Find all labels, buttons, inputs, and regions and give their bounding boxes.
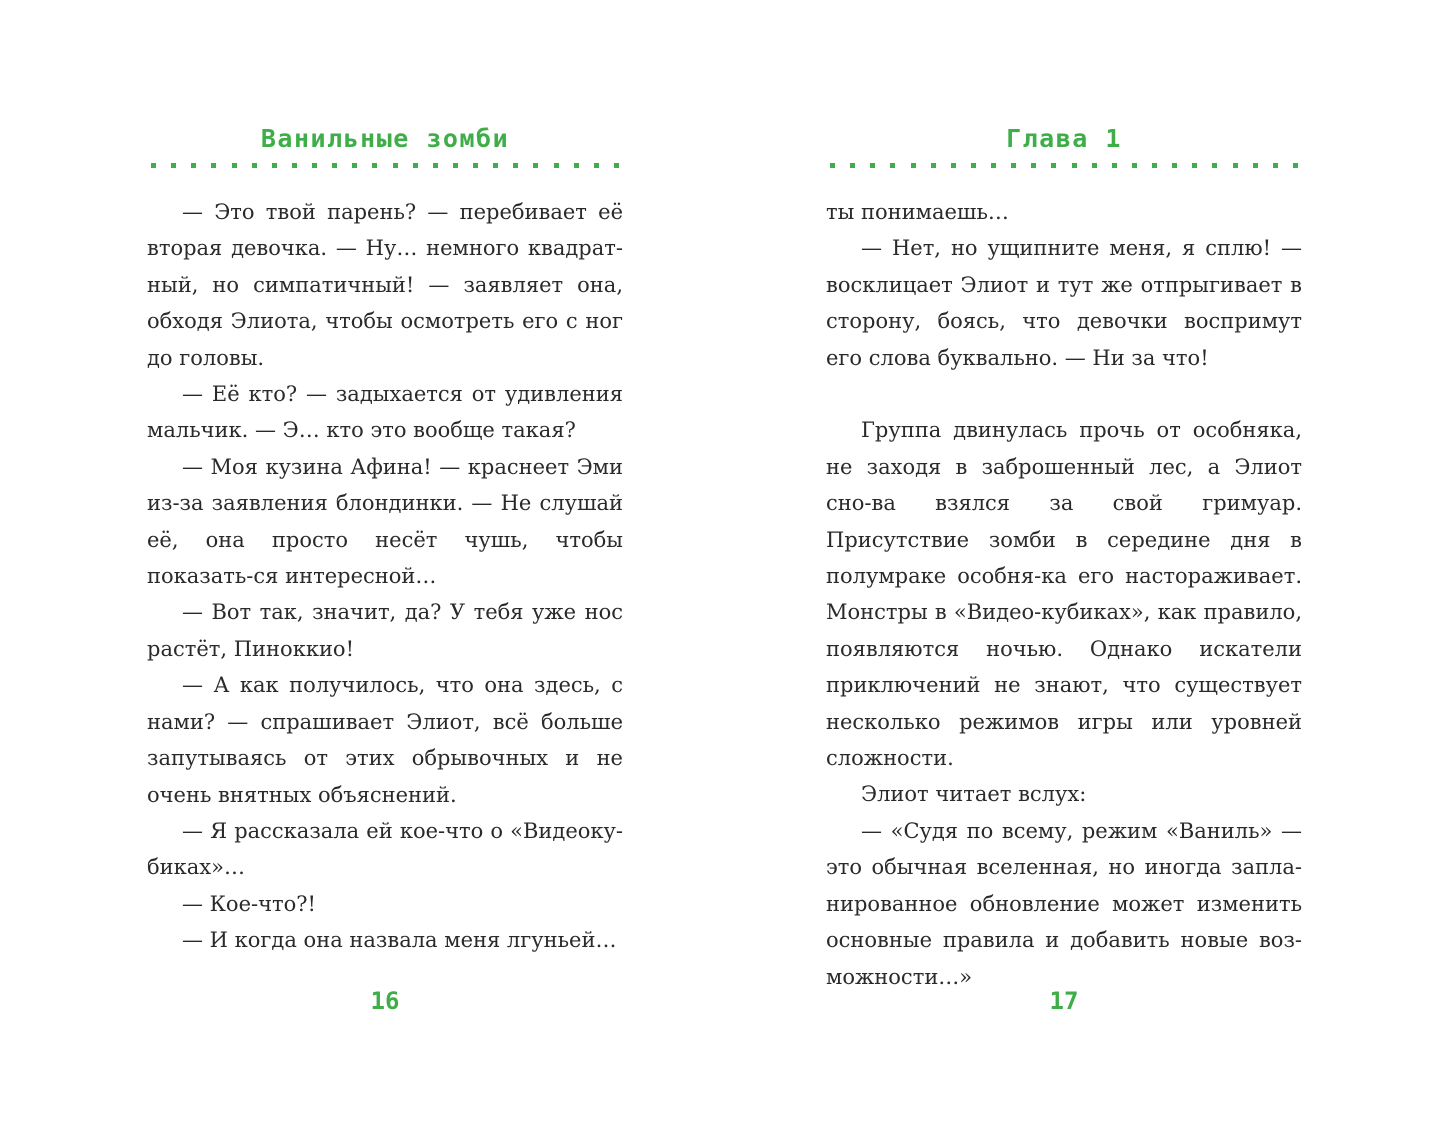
divider-dot <box>433 163 438 168</box>
divider-dot <box>332 163 337 168</box>
dotted-divider <box>830 163 1298 169</box>
divider-dot <box>1273 163 1278 168</box>
divider-dot <box>1072 163 1077 168</box>
divider-dot <box>1253 163 1258 168</box>
paragraph: — Это твой парень? — перебивает её вторая девочка. — Ну… немного квадрат-ный, но симпатичный! — заявляет она, обходя Элиота, чтобы осмотреть его с ног до головы. <box>147 200 623 370</box>
paragraph: — Её кто? — задыхается от удивления мальчик. — Э… кто это вообще такая? <box>147 382 623 443</box>
divider-dot <box>453 163 458 168</box>
running-head-chapter-title: Глава 1 <box>1006 124 1122 153</box>
body-text <box>826 194 1302 995</box>
divider-dot <box>473 163 478 168</box>
divider-dot <box>830 163 835 168</box>
divider-dot <box>1132 163 1137 168</box>
divider-dot <box>890 163 895 168</box>
divider-dot <box>352 163 357 168</box>
divider-dot <box>951 163 956 168</box>
left-page <box>147 0 623 1125</box>
divider-dot <box>413 163 418 168</box>
divider-dot <box>554 163 559 168</box>
body-text <box>147 194 623 959</box>
paragraph: — Вот так, значит, да? У тебя уже нос растёт, Пиноккио! <box>147 600 623 661</box>
page-number: 17 <box>1049 987 1079 1015</box>
divider-dot <box>870 163 875 168</box>
divider-dot <box>513 163 518 168</box>
divider-dot <box>1212 163 1217 168</box>
divider-dot <box>211 163 216 168</box>
paragraph: — Кое-что?! <box>182 891 316 916</box>
divider-dot <box>272 163 277 168</box>
dotted-divider <box>151 163 619 169</box>
page-number: 16 <box>370 987 400 1015</box>
paragraph: ты понимаешь… <box>826 200 1009 224</box>
paragraph: — А как получилось, что она здесь, с нами? — спрашивает Элиот, всё больше запутываясь от этих обрывочных и не очень внятных объяснений. <box>147 673 623 807</box>
divider-dot <box>971 163 976 168</box>
divider-dot <box>1051 163 1056 168</box>
running-head-book-title: Ванильные зомби <box>260 124 510 153</box>
paragraph: — Я рассказала ей кое-что о «Видеоку-биках»… <box>147 818 623 880</box>
divider-dot <box>1172 163 1177 168</box>
divider-dot <box>1293 163 1298 168</box>
divider-dot <box>1031 163 1036 168</box>
paragraph: Группа двинулась прочь от особняка, не заходя в заброшенный лес, а Элиот сно-ва взялся за свой гримуар. Присутствие зомби в середине дня в полумраке особня-ка его настораживает. Монстры в «Видео-кубиках», как правило, появляются ночью. Однако искатели приключений не знают, что существует несколько режимов игры или уровней сложности. <box>826 418 1302 771</box>
divider-dot <box>1233 163 1238 168</box>
divider-dot <box>1011 163 1016 168</box>
paragraph: — Моя кузина Афина! — краснеет Эми из-за заявления блондинки. — Не слушай её, она просто несёт чушь, чтобы показать-ся интересной… <box>147 454 623 589</box>
divider-dot <box>493 163 498 168</box>
divider-dot <box>292 163 297 168</box>
paragraph: — И когда она назвала меня лгуньей… <box>182 928 617 953</box>
divider-dot <box>232 163 237 168</box>
divider-dot <box>151 163 156 168</box>
right-page <box>826 0 1302 1125</box>
divider-dot <box>372 163 377 168</box>
paragraph: Элиот читает вслух: <box>861 782 1087 807</box>
divider-dot <box>533 163 538 168</box>
divider-dot <box>574 163 579 168</box>
paragraph: — «Судя по всему, режим «Ваниль» — это обычная вселенная, но иногда запла-нированное обновление может изменить основные правила и добавить новые воз-можности…» <box>826 818 1302 989</box>
paragraph: — Нет, но ущипните меня, я сплю! — восклицает Элиот и тут же отпрыгивает в сторону, боясь, что девочки воспримут его слова буквально. — Ни за что! <box>826 236 1302 370</box>
divider-dot <box>911 163 916 168</box>
divider-dot <box>312 163 317 168</box>
divider-dot <box>931 163 936 168</box>
divider-dot <box>850 163 855 168</box>
divider-dot <box>594 163 599 168</box>
divider-dot <box>393 163 398 168</box>
divider-dot <box>1152 163 1157 168</box>
divider-dot <box>191 163 196 168</box>
divider-dot <box>1112 163 1117 168</box>
divider-dot <box>252 163 257 168</box>
divider-dot <box>1192 163 1197 168</box>
divider-dot <box>614 163 619 168</box>
divider-dot <box>171 163 176 168</box>
divider-dot <box>1092 163 1097 168</box>
divider-dot <box>991 163 996 168</box>
